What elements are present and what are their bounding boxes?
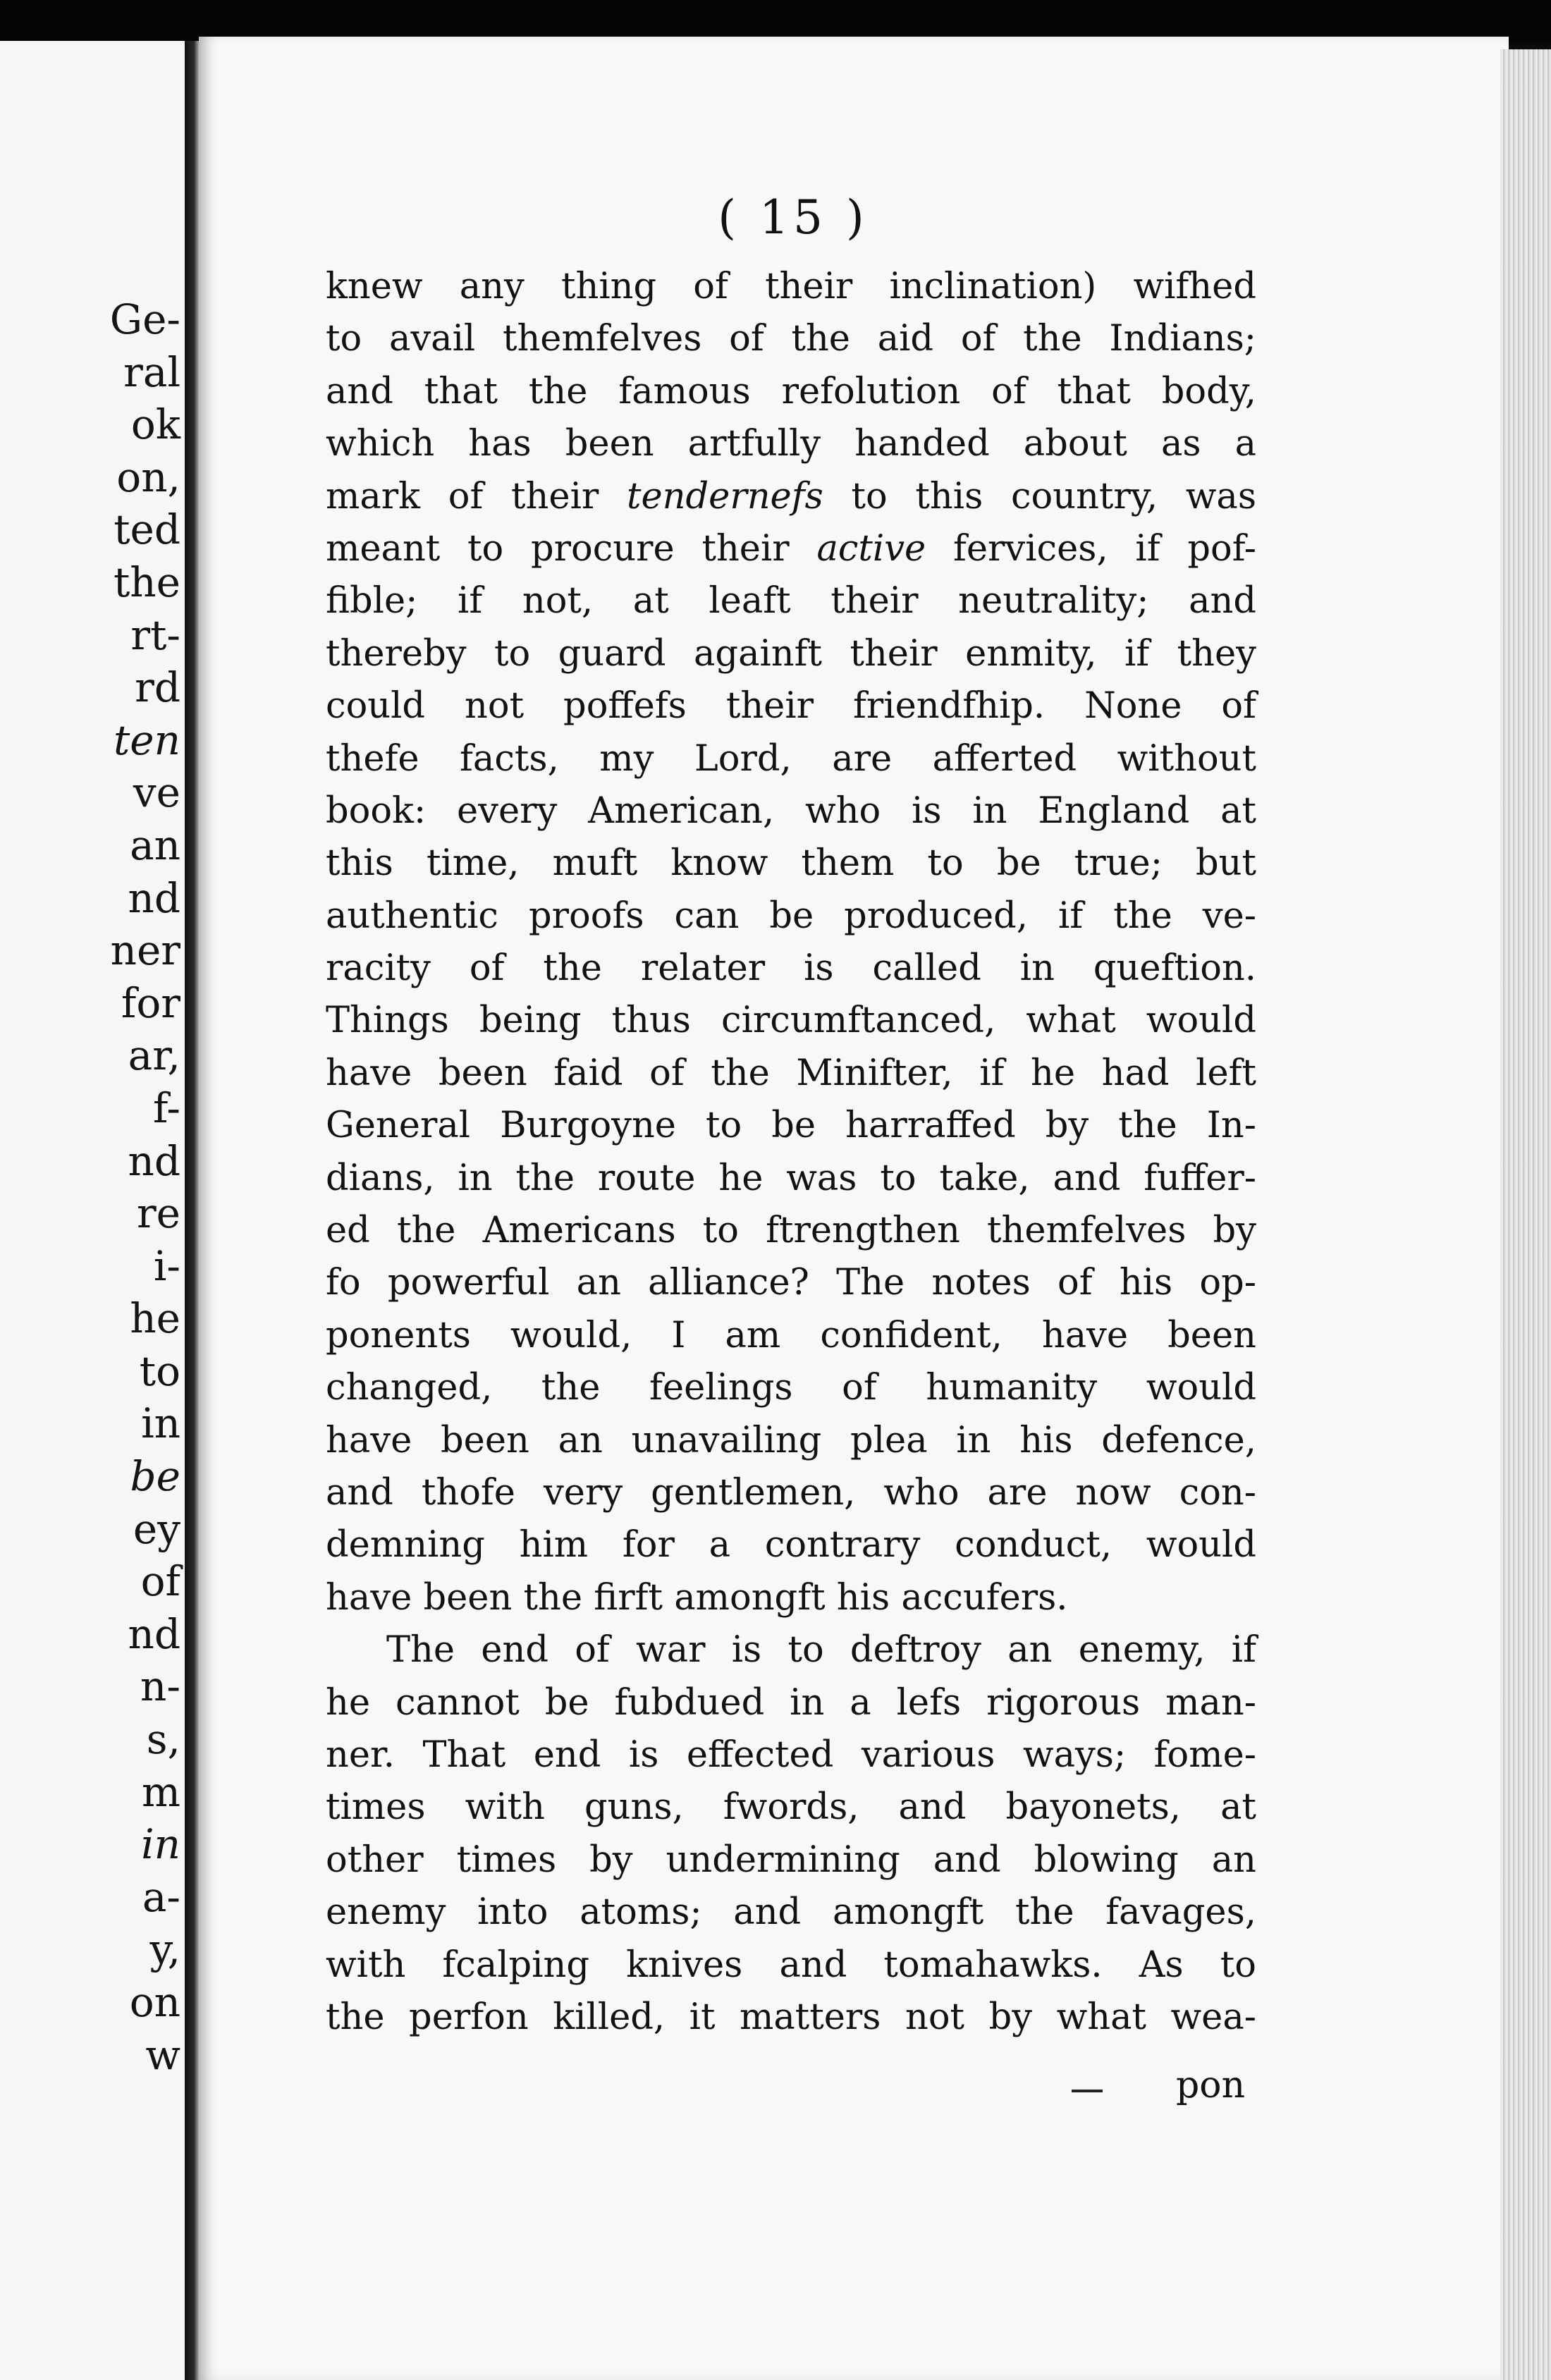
left-page-fragment: ner (110, 926, 180, 975)
catchword-dash (1072, 2090, 1103, 2092)
text-line: ponents would, I am confident, have been (326, 1314, 1256, 1356)
text-run: fervices, if pof- (926, 527, 1257, 570)
text-line: he cannot be fubdued in a lefs rigorous man- (326, 1681, 1256, 1724)
left-page-fragment: re (136, 1189, 180, 1238)
text-run: to this country, was (823, 475, 1256, 517)
left-page-fragment: ok (130, 400, 180, 449)
text-line: fible; if not, at leaft their neutrality; and (326, 580, 1256, 622)
text-line (326, 523, 1256, 575)
text-line: book: every American, who is in England at (326, 790, 1256, 832)
left-page-fragment: on, (116, 453, 180, 501)
left-page-fragment: m (142, 1767, 180, 1816)
left-page-fragment: w (145, 2030, 180, 2079)
catchword: pon (1176, 2064, 1246, 2106)
text-line: to avail themfelves of the aid of the Indians; (326, 318, 1256, 360)
left-page-fragment: n- (140, 1662, 180, 1711)
text-line: have been an unavailing plea in his defence, (326, 1419, 1256, 1461)
text-line (326, 471, 1256, 523)
text-line: General Burgoyne to be harraffed by the In- (326, 1105, 1256, 1147)
italic-word: active (816, 527, 926, 570)
text-line: the perfon killed, it matters not by what wea- (326, 1996, 1256, 2038)
text-line: ner. That end is effected various ways; fome- (326, 1734, 1256, 1776)
left-page-fragment: s, (146, 1715, 180, 1764)
text-line: demning him for a contrary conduct, would (326, 1524, 1256, 1566)
text-line: changed, the feelings of humanity would (326, 1367, 1256, 1409)
text-line: times with guns, fwords, and bayonets, at (326, 1786, 1256, 1829)
left-page-fragment: of (140, 1557, 180, 1606)
left-page-fragment: the (114, 558, 180, 606)
scan-top-border (0, 0, 1551, 42)
left-page-text-fragments (4, 293, 180, 2081)
text-line: other times by undermining and blowing an (326, 1839, 1256, 1881)
text-line: could not poffefs their friendfhip. None of (326, 685, 1256, 728)
text-line: dians, in the route he was to take, and fuffer- (326, 1157, 1256, 1199)
left-page-fragment: i- (153, 1241, 180, 1290)
left-page-fragment: Ge- (109, 295, 180, 343)
left-page-fragment: ral (123, 348, 180, 396)
text-run: mark of their (326, 475, 627, 517)
page-body-text (326, 261, 1256, 2044)
left-page-fragment: rd (135, 663, 180, 712)
left-page-fragment: be (130, 1452, 180, 1501)
italic-word: tendernefs (626, 475, 823, 517)
text-line: and thofe very gentlemen, who are now con- (326, 1471, 1256, 1514)
text-line: with fcalping knives and tomahawks. As to (326, 1944, 1256, 1986)
left-page-fragment: in (141, 1399, 180, 1448)
left-page-edge (0, 41, 185, 2380)
text-line: racity of the relater is called in queftion. (326, 947, 1256, 990)
left-page-fragment: ted (114, 505, 180, 554)
text-line: knew any thing of their inclination) wifhed (326, 266, 1256, 307)
text-line: thereby to guard againft their enmity, if they (326, 632, 1256, 675)
left-page-fragment: ve (133, 768, 180, 817)
page-number: ( 15 ) (718, 190, 869, 245)
left-page-fragment: he (130, 1294, 180, 1343)
text-line: authentic proofs can be produced, if the ve- (326, 895, 1256, 937)
text-line: Things being thus circumftanced, what would (326, 1000, 1256, 1042)
text-line: thefe facts, my Lord, are afferted without (326, 737, 1256, 780)
left-page-fragment: y, (149, 1925, 180, 1974)
text-run: meant to procure their (326, 527, 817, 570)
text-line: fo powerful an alliance? The notes of his op- (326, 1262, 1256, 1304)
text-line: this time, muft know them to be true; but (326, 842, 1256, 885)
left-page-fragment: nd (128, 1136, 180, 1185)
text-line: ed the Americans to ftrengthen themfelves by (326, 1210, 1256, 1252)
left-page-fragment: an (130, 821, 180, 869)
left-page-fragment: to (139, 1347, 180, 1395)
book-gutter (185, 41, 200, 2380)
left-page-fragment: rt- (130, 611, 180, 659)
left-page-fragment: on (129, 1978, 180, 2026)
left-page-fragment: a- (142, 1872, 180, 1921)
page-block-edges (1500, 49, 1551, 2380)
left-page-fragment: f- (153, 1084, 180, 1132)
text-line: have been the firft amongft his accufers. (326, 1576, 1068, 1619)
text-line: and that the famous refolution of that body, (326, 370, 1256, 412)
left-page-fragment: nd (128, 873, 180, 922)
text-line: have been faid of the Minifter, if he had left (326, 1052, 1256, 1094)
text-line: enemy into atoms; and amongft the favages, (326, 1891, 1256, 1934)
left-page-fragment: for (121, 979, 180, 1027)
left-page-fragment: nd (128, 1609, 180, 1658)
left-page-fragment: in (141, 1820, 180, 1869)
text-line: The end of war is to deftroy an enemy, if (386, 1629, 1256, 1671)
left-page-fragment: ey (133, 1504, 180, 1553)
left-page-fragment: ar, (128, 1031, 180, 1080)
left-page-fragment: ten (114, 716, 180, 764)
text-line: which has been artfully handed about as a (326, 423, 1256, 465)
